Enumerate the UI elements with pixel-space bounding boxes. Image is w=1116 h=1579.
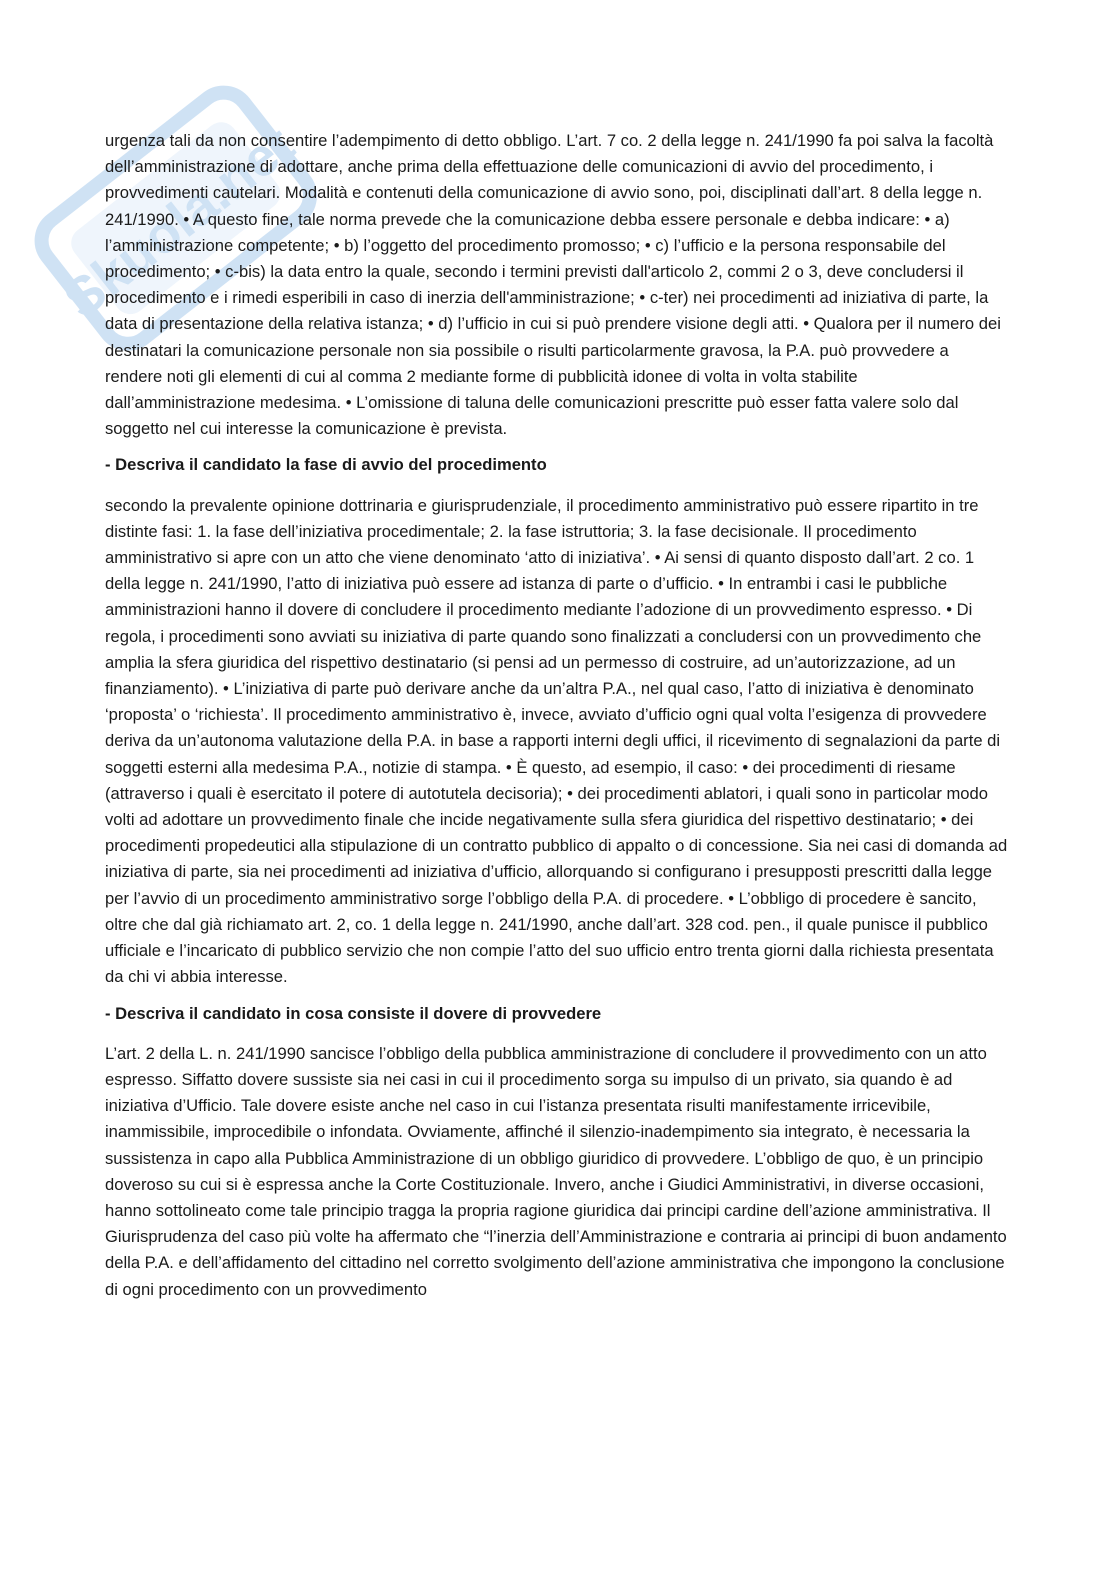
paragraph-dovere-provvedere: L’art. 2 della L. n. 241/1990 sancisce l’obbligo della pubblica amministrazione di concludere il provvedimento con un atto espresso. Siffatto dovere sussiste sia nei casi in cui il procedimento sorga su impulso di un privato, sia quando è ad iniziativa d’Ufficio. Tale dovere esiste anche nel caso in cui l’istanza presentata risulti manifestamente irricevibile, inammissibile, improcedibile o infondata. Ovviamente, affinché il silenzio-inadempimento sia integrato, è necessaria la sussistenza in capo alla Pubblica Amministrazione di un obbligo giuridico di provvedere. L’obbligo de quo, è un principio doveroso su cui si è espressa anche la Corte Costituzionale. Invero, anche i Giudici Amministrativi, in diverse occasioni, hanno sottolineato come tale principio tragga la propria ragione giuridica dai principi cardine dell’azione amministrativa. Il Giurisprudenza del caso più volte ha affermato che “l’inerzia dell’Amministrazione e contraria ai principi di buon andamento della P.A. e dell’affidamento del cittadino nel corretto svolgimento dell’azione amministrativa che impongono la conclusione di ogni procedimento con un provvedimento [105,1043,1007,1299]
watermark-text: Skuola.net [52,114,305,330]
document-page [105,128,1010,1311]
paragraph-fase-avvio: secondo la prevalente opinione dottrinaria e giurisprudenziale, il procedimento amministrativo può essere ripartito in tre distinte fasi: 1. la fase dell’iniziativa procedimentale; 2. la fase istruttoria; 3. la fase decisionale. Il procedimento amministrativo si apre con un atto che viene denominato ‘atto di iniziativa’. • Ai sensi di quanto disposto dall’art. 2 co. 1 della legge n. 241/1990, l’atto di iniziativa può essere ad istanza di parte o d’ufficio. • In entrambi i casi le pubbliche amministrazioni hanno il dovere di concludere il procedimento mediante l’adozione di un provvedimento espresso. • Di regola, i procedimenti sono avviati su iniziativa di parte quando sono finalizzati a concludersi con un provvedimento che amplia la sfera giuridica del rispettivo destinatario (si pensi ad un permesso di costruire, ad un’autorizzazione, ad un finanziamento). • L’iniziativa di parte può derivare anche da un’altra P.A., nel qual caso, l’atto di iniziativa è denominato ‘proposta’ o ‘richiesta’. Il procedimento amministrativo è, invece, avviato d’ufficio ogni qual volta l’esigenza di provvedere deriva da un’autonoma valutazione della P.A. in base a rapporti interni degli uffici, il ricevimento di segnalazioni da parte di soggetti esterni alla medesima P.A., notizie di stampa. • È questo, ad esempio, il caso: • dei procedimenti di riesame (attraverso i quali è esercitato il potere di autotutela decisoria); • dei procedimenti ablatori, i quali sono in particolar modo volti ad adottare un provvedimento finale che incide negativamente sulla sfera giuridica del rispettivo destinatario; • dei procedimenti propedeutici alla stipulazione di un contratto pubblico di appalto o di concessione. Sia nei casi di domanda ad iniziativa di parte, sia nei procedimenti ad iniziativa d’ufficio, allorquando si configurano i presupposti prescritti dalla legge per l’avvio di un procedimento amministrativo sorge l’obbligo della P.A. di procedere. • L’obbligo di procedere è sancito, oltre che dal già richiamato art. 2, co. 1 della legge n. 241/1990, anche dall’art. 328 cod. pen., il quale punisce il pubblico ufficiale e l’incaricato di pubblico servizio che non compie l’atto del suo ufficio entro trenta giorni dalla richiesta presentata da chi vi abbia interesse. [105,495,1008,987]
question-heading-dovere-provvedere: - Descriva il candidato in cosa consiste il dovere di provvedere [105,1003,602,1023]
paragraph-avvio-comunicazione: urgenza tali da non consentire l’adempimento di detto obbligo. L’art. 7 co. 2 della legge n. 241/1990 fa poi salva la facoltà dell’amministrazione di adottare, anche prima della effettuazione delle comunicazioni di avvio del procedimento, i provvedimenti cautelari. Modalità e contenuti della comunicazione di avvio sono, poi, disciplinati dall’art. 8 della legge n. 241/1990. • A questo fine, tale norma prevede che la comunicazione debba essere personale e debba indicare: • a) l’amministrazione competente; • b) l’oggetto del procedimento promosso; • c) l’ufficio e la persona responsabile del procedimento; • c-bis) la data entro la quale, secondo i termini previsti dall'articolo 2, commi 2 o 3, deve concludersi il procedimento e i rimedi esperibili in caso di inerzia dell'amministrazione; • c-ter) nei procedimenti ad iniziativa di parte, la data di presentazione della relativa istanza; • d) l’ufficio in cui si può prendere visione degli atti. • Qualora per il numero dei destinatari la comunicazione personale non sia possibile o risulti particolarmente gravosa, la P.A. può provvedere a rendere noti gli elementi di cui al comma 2 mediante forme di pubblicità idonee di volta in volta stabilite dall’amministrazione medesima. • L’omissione di taluna delle comunicazioni prescritte può esser fatta valere solo dal soggetto nel cui interesse la comunicazione è prevista. [105,131,1001,439]
question-heading-fase-avvio: - Descriva il candidato la fase di avvio del procedimento [105,455,547,475]
